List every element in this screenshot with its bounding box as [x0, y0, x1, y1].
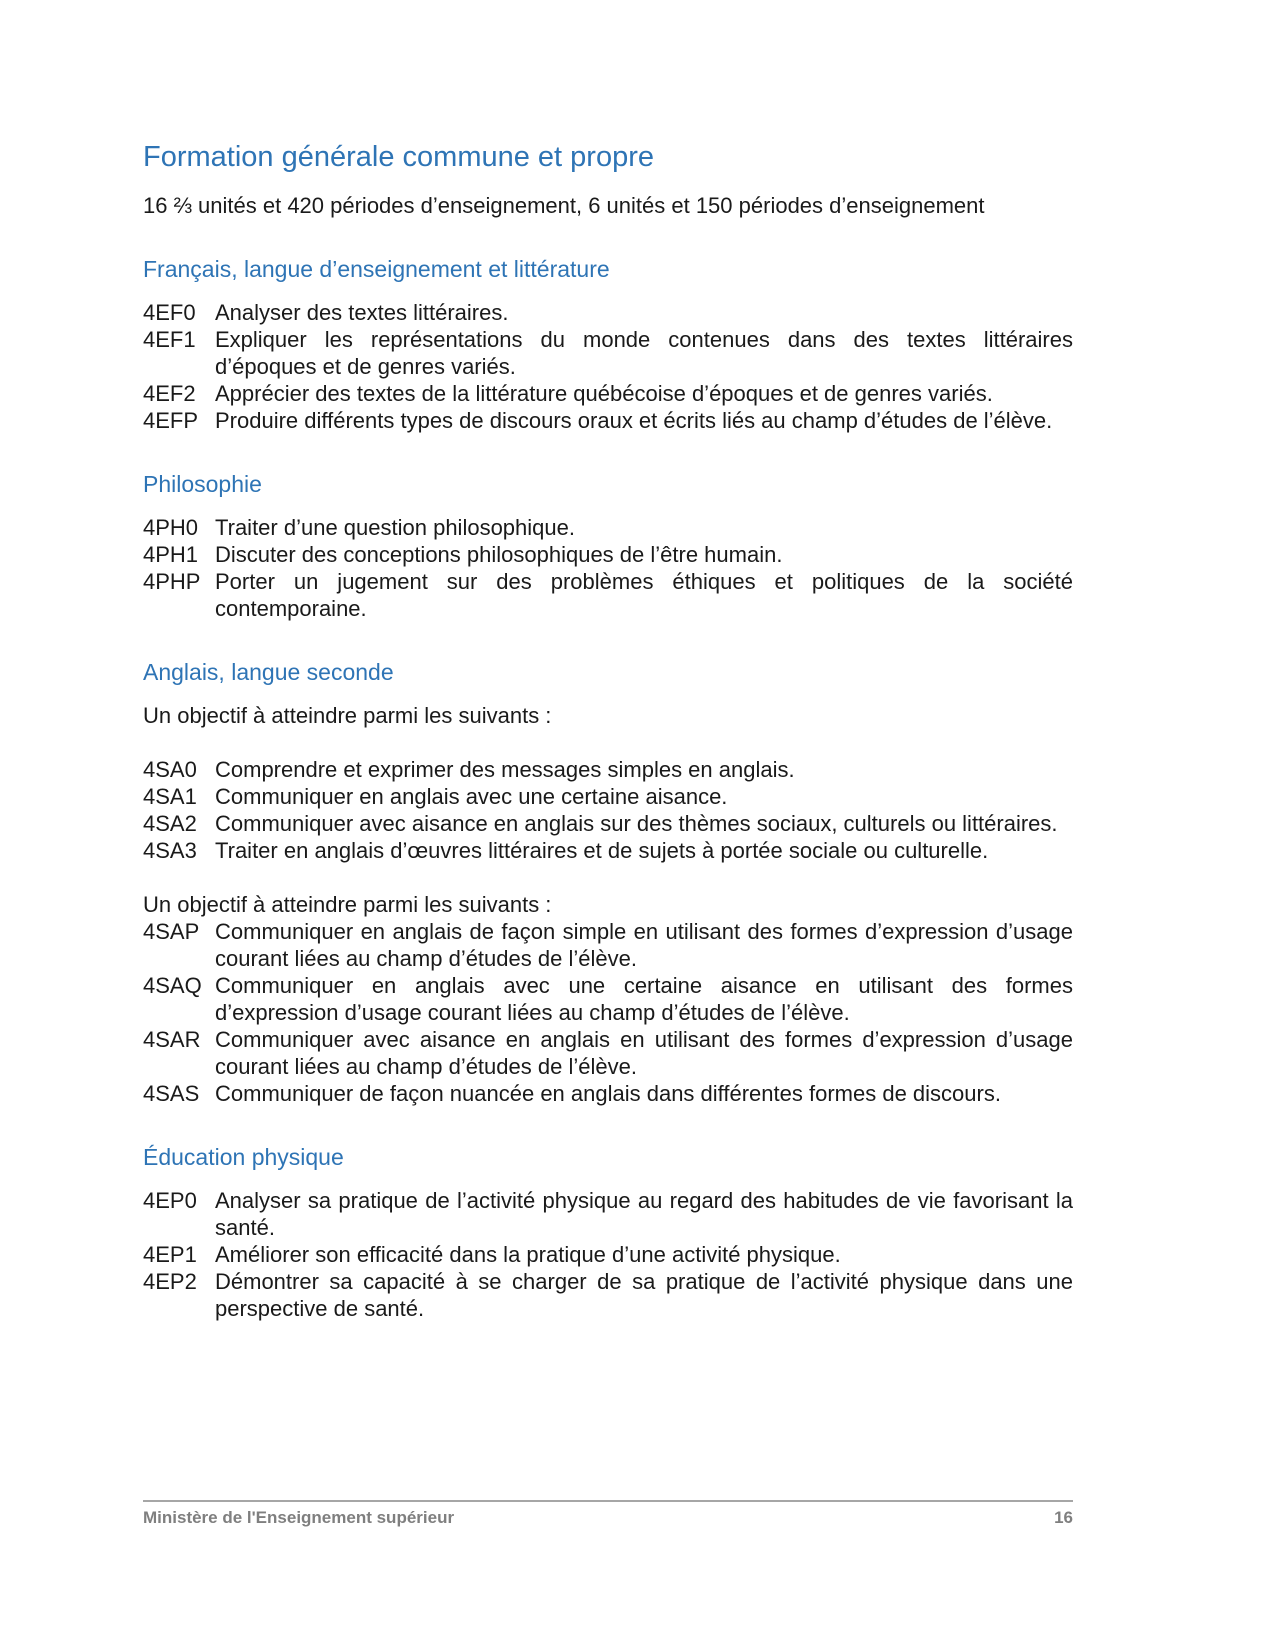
section-heading-philosophie: Philosophie: [143, 471, 262, 497]
page-footer: [143, 1500, 1073, 1528]
course-code: 4SAR: [143, 1027, 201, 1052]
course-list-francais: [143, 299, 1073, 434]
course-description: Communiquer avec aisance en anglais sur des thèmes sociaux, culturels ou littéraires.: [215, 811, 1058, 836]
course-description: Apprécier des textes de la littérature québécoise d’époques et de genres variés.: [215, 381, 993, 406]
course-description: Communiquer avec aisance en anglais en utilisant des formes d’expression d’usage courant liées au champ d’études de l’élève.: [215, 1027, 1073, 1079]
course-item: [143, 1241, 1073, 1268]
course-description: Communiquer en anglais avec une certaine aisance.: [215, 784, 728, 809]
course-code: 4EP0: [143, 1188, 197, 1213]
course-description: Démontrer sa capacité à se charger de sa pratique de l’activité physique dans une perspective de santé.: [215, 1269, 1073, 1321]
course-code: 4PH1: [143, 542, 199, 567]
footer-ministry-label: Ministère de l'Enseignement supérieur: [143, 1508, 455, 1527]
course-item: [143, 783, 1073, 810]
course-item: [143, 1026, 1073, 1080]
course-description: Analyser des textes littéraires.: [215, 300, 509, 325]
anglais-objective-intro-2: Un objectif à atteindre parmi les suivants :: [143, 892, 552, 917]
course-description: Analyser sa pratique de l’activité physique au regard des habitudes de vie favorisant la santé.: [215, 1188, 1073, 1240]
course-item: [143, 810, 1073, 837]
course-description: Communiquer en anglais avec une certaine aisance en utilisant des formes d’expression d’usage courant liées au champ d’études de l’élève.: [215, 973, 1073, 1025]
course-description: Communiquer en anglais de façon simple en utilisant des formes d’expression d’usage courant liées au champ d’études de l’élève.: [215, 919, 1073, 971]
section-heading-francais: Français, langue d’enseignement et littérature: [143, 256, 610, 282]
course-item: [143, 918, 1073, 972]
course-description: Comprendre et exprimer des messages simples en anglais.: [215, 757, 795, 782]
course-description: Expliquer les représentations du monde contenues dans des textes littéraires d’époques et de genres variés.: [215, 327, 1073, 379]
course-item: [143, 541, 1073, 568]
course-code: 4SA0: [143, 757, 197, 782]
course-description: Traiter en anglais d’œuvres littéraires et de sujets à portée sociale ou culturelle.: [215, 838, 989, 863]
course-list-anglais-1: [143, 756, 1073, 864]
course-list-philosophie: [143, 514, 1073, 622]
course-code: 4SA3: [143, 838, 197, 863]
section-heading-anglais: Anglais, langue seconde: [143, 659, 394, 685]
course-code: 4PH0: [143, 515, 199, 540]
page-title: Formation générale commune et propre: [143, 141, 654, 173]
course-code: 4EP1: [143, 1242, 197, 1267]
page-content: [143, 140, 1073, 1322]
course-description: Communiquer de façon nuancée en anglais dans différentes formes de discours.: [215, 1081, 1001, 1106]
course-list-anglais-2: [143, 918, 1073, 1107]
course-item: [143, 837, 1073, 864]
course-item: [143, 1268, 1073, 1322]
course-item: [143, 1187, 1073, 1241]
course-description: Traiter d’une question philosophique.: [215, 515, 575, 540]
course-list-education-physique: [143, 1187, 1073, 1322]
course-code: 4SA1: [143, 784, 197, 809]
section-heading-education-physique: Éducation physique: [143, 1144, 344, 1170]
course-item: [143, 568, 1073, 622]
page-number: 16: [1054, 1508, 1073, 1527]
course-item: [143, 407, 1073, 434]
course-code: 4EF0: [143, 300, 196, 325]
course-code: 4SAQ: [143, 973, 202, 998]
section-education-physique: [143, 1143, 1073, 1322]
section-anglais: [143, 658, 1073, 1107]
anglais-objective-intro-1: Un objectif à atteindre parmi les suivants :: [143, 703, 552, 728]
course-code: 4SA2: [143, 811, 197, 836]
course-item: [143, 972, 1073, 1026]
course-code: 4PHP: [143, 569, 201, 594]
course-code: 4EF1: [143, 327, 196, 352]
course-item: [143, 326, 1073, 380]
course-item: [143, 380, 1073, 407]
section-philosophie: [143, 470, 1073, 622]
course-item: [143, 1080, 1073, 1107]
course-code: 4SAP: [143, 919, 200, 944]
course-item: [143, 299, 1073, 326]
course-item: [143, 756, 1073, 783]
course-code: 4EF2: [143, 381, 196, 406]
units-summary: 16 ⅔ unités et 420 périodes d’enseignement, 6 unités et 150 périodes d’enseignement: [143, 193, 985, 218]
course-item: [143, 514, 1073, 541]
course-description: Améliorer son efficacité dans la pratique d’une activité physique.: [215, 1242, 841, 1267]
course-description: Produire différents types de discours oraux et écrits liés au champ d’études de l’élève.: [215, 408, 1053, 433]
course-code: 4EFP: [143, 408, 199, 433]
course-description: Porter un jugement sur des problèmes éthiques et politiques de la société contemporaine.: [215, 569, 1073, 621]
course-code: 4SAS: [143, 1081, 200, 1106]
course-description: Discuter des conceptions philosophiques de l’être humain.: [215, 542, 783, 567]
section-francais: [143, 255, 1073, 434]
course-code: 4EP2: [143, 1269, 197, 1294]
